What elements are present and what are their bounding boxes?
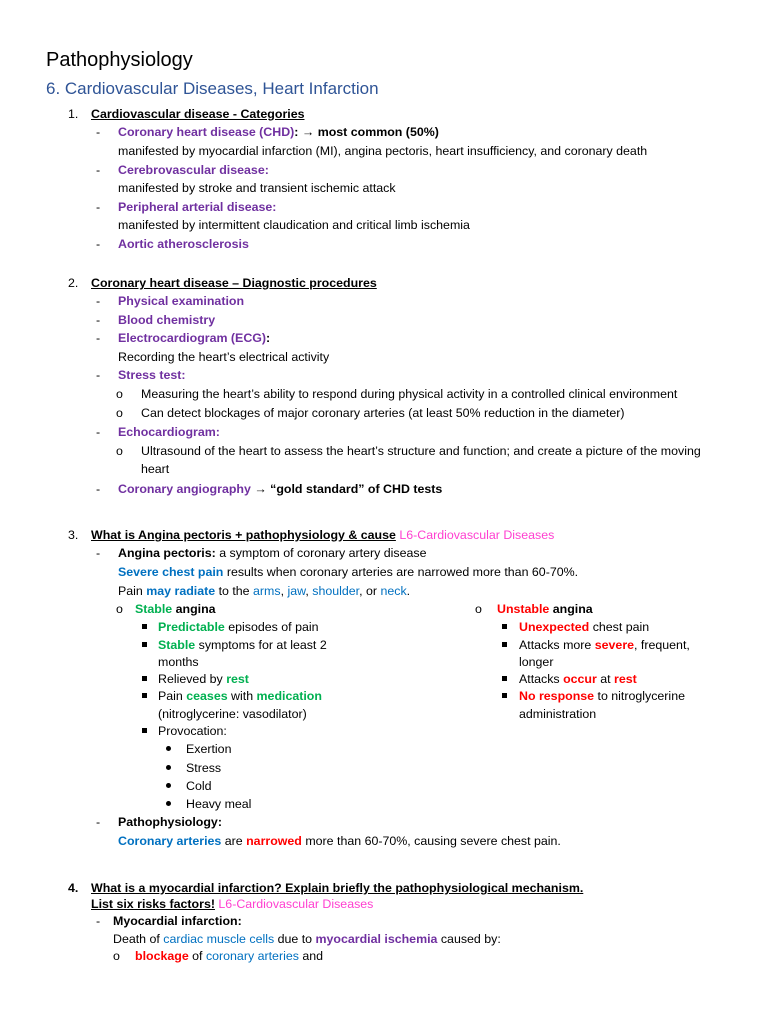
provocation-item: Cold (186, 779, 212, 793)
circle-marker: o (113, 949, 120, 963)
section-number: 4. (68, 881, 79, 895)
term: Peripheral arterial disease: (118, 200, 277, 214)
term: Aortic atherosclerosis (118, 237, 249, 251)
circle-marker: o (116, 387, 123, 401)
round-bullet (166, 765, 171, 770)
dash-marker: - (96, 914, 101, 928)
arrow-icon: → (301, 125, 315, 139)
term: Physical examination (118, 294, 245, 308)
item-description: Pain may radiate to the arms, jaw, shoulder, or neck. (118, 584, 411, 598)
dash-marker: - (96, 163, 101, 177)
list-item: Attacks occur at rest (519, 672, 637, 686)
provocation-item: Heavy meal (186, 797, 252, 811)
dash-marker: - (96, 313, 101, 327)
term: Cerebrovascular disease: (118, 163, 269, 177)
dash-marker: - (96, 368, 101, 382)
term: Electrocardiogram (ECG) (118, 331, 267, 345)
list-item: Coronary heart disease (CHD): → most common (50%) (118, 125, 439, 139)
list-item: Electrocardiogram (ECG): (118, 331, 271, 345)
round-bullet (166, 783, 171, 788)
item-description: Recording the heart’s electrical activity (118, 350, 330, 364)
dash-marker: - (96, 331, 101, 345)
term: Stress test: (118, 368, 186, 382)
list-item: Pain ceases with medication (158, 689, 322, 703)
circle-marker: o (116, 444, 123, 458)
section-heading-line (91, 527, 554, 543)
square-bullet (502, 642, 507, 647)
square-bullet (142, 728, 147, 733)
dash-marker: - (96, 482, 101, 496)
document-title: Pathophysiology (46, 49, 193, 71)
square-bullet (502, 693, 507, 698)
sub-item: blockage of coronary arteries and (135, 949, 324, 963)
term: Myocardial infarction: (113, 914, 242, 928)
section-number: 3. (68, 528, 79, 542)
section-heading: Cardiovascular disease - Categories (91, 107, 305, 121)
sub-item-continued: heart (141, 462, 170, 476)
item-description: Coronary arteries are narrowed more than 60-70%, causing severe chest pain. (118, 834, 561, 848)
section-heading: Coronary heart disease – Diagnostic procedures (91, 276, 377, 290)
term: Coronary angiography (118, 482, 251, 496)
sub-item: Can detect blockages of major coronary arteries (at least 50% reduction in the diameter) (141, 406, 625, 420)
dash-marker: - (96, 425, 101, 439)
list-item-continued: longer (519, 655, 554, 669)
list-item: Unexpected chest pain (519, 620, 650, 634)
section-heading: What is a myocardial infarction? Explain briefly the pathophysiological mechanism. (91, 881, 584, 895)
dash-marker: - (96, 294, 101, 308)
section-heading-line (91, 896, 373, 912)
square-bullet (502, 624, 507, 629)
list-item: Provocation: (158, 724, 227, 738)
list-item-continued: administration (519, 707, 597, 721)
round-bullet (166, 801, 171, 806)
dash-marker: - (96, 237, 101, 251)
lecture-reference: L6-Cardiovascular Diseases (214, 897, 374, 911)
lecture-reference: L6-Cardiovascular Diseases (395, 528, 555, 542)
square-bullet (142, 642, 147, 647)
section-number: 1. (68, 107, 79, 121)
list-item: No response to nitroglycerine (519, 689, 685, 703)
item-description: manifested by stroke and transient ischemic attack (118, 181, 396, 195)
term: Echocardiogram: (118, 425, 220, 439)
circle-marker: o (475, 602, 482, 616)
section-subtitle: 6. Cardiovascular Diseases, Heart Infarction (46, 79, 379, 98)
provocation-item: Exertion (186, 742, 232, 756)
list-item: Predictable episodes of pain (158, 620, 319, 634)
list-item: Relieved by rest (158, 672, 249, 686)
term: Pathophysiology: (118, 815, 222, 829)
round-bullet (166, 746, 171, 751)
dash-marker: - (96, 815, 101, 829)
list-item: Stable symptoms for at least 2 (158, 638, 327, 652)
list-item-continued: months (158, 655, 199, 669)
provocation-item: Stress (186, 761, 222, 775)
dash-marker: - (96, 200, 101, 214)
list-item: Coronary angiography → “gold standard” of CHD tests (118, 482, 443, 496)
column-heading-unstable: Unstable angina (497, 602, 593, 616)
circle-marker: o (116, 406, 123, 420)
item-description: Severe chest pain results when coronary arteries are narrowed more than 60-70%. (118, 565, 579, 579)
sub-item: Ultrasound of the heart to assess the heart’s structure and function; and create a picture of the moving (141, 444, 701, 458)
list-item-continued: (nitroglycerine: vasodilator) (158, 707, 307, 721)
section-number: 2. (68, 276, 79, 290)
term: Angina pectoris: (118, 546, 216, 560)
square-bullet (142, 676, 147, 681)
dash-marker: - (96, 125, 101, 139)
term: Blood chemistry (118, 313, 216, 327)
square-bullet (502, 676, 507, 681)
circle-marker: o (116, 602, 123, 616)
section-heading: List six risks factors! (91, 897, 215, 911)
list-item: Angina pectoris: a symptom of coronary artery disease (118, 546, 427, 560)
arrow-icon: → (254, 482, 267, 496)
dash-marker: - (96, 546, 101, 560)
sub-item: Measuring the heart’s ability to respond during physical activity in a controlled clinical environment (141, 387, 678, 401)
term: Coronary heart disease (CHD) (118, 125, 295, 139)
section-heading: What is Angina pectoris + pathophysiology & cause (91, 528, 396, 542)
item-description: manifested by intermittent claudication and critical limb ischemia (118, 218, 470, 232)
column-heading-stable: Stable angina (135, 602, 216, 616)
square-bullet (142, 693, 147, 698)
square-bullet (142, 624, 147, 629)
list-item: Attacks more severe, frequent, (519, 638, 690, 652)
item-description: manifested by myocardial infarction (MI), angina pectoris, heart insufficiency, and coronary death (118, 144, 648, 158)
item-description: Death of cardiac muscle cells due to myocardial ischemia caused by: (113, 932, 501, 946)
